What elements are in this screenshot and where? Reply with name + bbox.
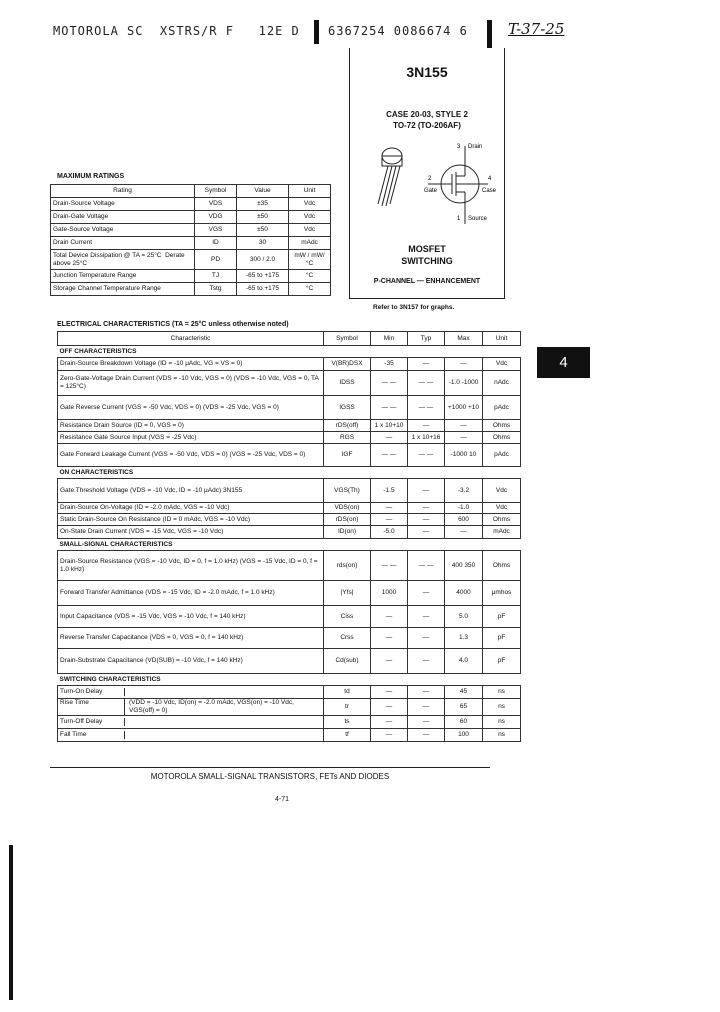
table-cell: Ohms bbox=[483, 432, 521, 444]
header-bar bbox=[487, 20, 492, 48]
table-cell: V(BR)DSX bbox=[324, 358, 371, 371]
table-cell: OFF CHARACTERISTICS bbox=[59, 347, 137, 355]
table-cell: — bbox=[371, 514, 408, 526]
table-cell: Symbol bbox=[324, 332, 371, 346]
refer-note: Refer to 3N157 for graphs. bbox=[373, 304, 455, 311]
table-cell: -1.5 bbox=[371, 479, 408, 503]
table-cell: — bbox=[408, 503, 445, 514]
table-cell: IDSS bbox=[324, 371, 371, 396]
table-cell: Drain-Source On-Voltage (ID = -2.0 mAdc, VGS = -10 Vdc) bbox=[58, 503, 324, 514]
switching-label: Rise Time bbox=[58, 699, 125, 715]
table-cell: — bbox=[408, 526, 445, 539]
table-row bbox=[58, 649, 521, 674]
switching-name-cell bbox=[58, 716, 324, 729]
table-cell: ns bbox=[483, 716, 521, 729]
table-cell: SMALL-SIGNAL CHARACTERISTICS bbox=[59, 540, 173, 548]
table-cell: 600 bbox=[445, 514, 483, 526]
table-cell: +1000 +10 bbox=[445, 396, 483, 420]
table-cell: Vdc bbox=[483, 479, 521, 503]
table-row bbox=[58, 686, 521, 699]
type-mosfet: MOSFET bbox=[408, 244, 446, 254]
table-row bbox=[58, 716, 521, 729]
table-row bbox=[58, 606, 521, 628]
table-cell: ts bbox=[324, 716, 371, 729]
handwritten-code: T-37-25 bbox=[508, 20, 565, 38]
table-cell: -1.0 -1000 bbox=[445, 371, 483, 396]
table-cell: -1.0 bbox=[445, 503, 483, 514]
table-cell: 1000 bbox=[371, 581, 408, 606]
table-cell: μmhos bbox=[483, 581, 521, 606]
mosfet-diagram bbox=[360, 136, 500, 231]
table-header bbox=[51, 185, 331, 198]
table-cell: — bbox=[408, 479, 445, 503]
table-row bbox=[58, 729, 521, 742]
case-label: CASE 20-03, STYLE 2 bbox=[386, 110, 468, 119]
table-cell: ID bbox=[195, 237, 237, 250]
gate-label: Gate bbox=[424, 188, 438, 194]
table-cell: VGS bbox=[195, 224, 237, 237]
table-cell: Resistance Drain Source (ID = 0, VGS = 0) bbox=[58, 420, 324, 432]
table-row bbox=[58, 420, 521, 432]
table-row bbox=[58, 358, 521, 371]
section-label bbox=[58, 674, 521, 686]
table-cell: |Yfs| bbox=[324, 581, 371, 606]
table-cell: Gate Threshold Voltage (VDS = -10 Vdc, ID = -10 μAdc) 3N155 bbox=[58, 479, 324, 503]
section-label bbox=[58, 346, 521, 358]
case-pin-label: Case bbox=[482, 188, 497, 194]
table-cell: Drain-Gate Voltage bbox=[51, 211, 195, 224]
table-cell: 100 bbox=[445, 729, 483, 742]
table-cell: -65 to +175 bbox=[237, 283, 289, 296]
table-cell: Reverse Transfer Capacitance (VDS = 0, VGS = 0, f = 140 kHz) bbox=[58, 628, 324, 649]
electrical-table bbox=[57, 331, 521, 742]
table-cell: — — bbox=[408, 444, 445, 467]
switching-label: Turn-On Delay bbox=[58, 688, 125, 696]
table-cell: Storage Channel Temperature Range bbox=[51, 283, 195, 296]
table-cell: Min bbox=[371, 332, 408, 346]
header-left: MOTOROLA SC XSTRS/R F 12E D bbox=[53, 24, 300, 38]
table-cell: pF bbox=[483, 649, 521, 674]
table-cell: — bbox=[445, 358, 483, 371]
table-cell: Unit bbox=[483, 332, 521, 346]
table-cell: Vdc bbox=[483, 503, 521, 514]
table-cell: 400 350 bbox=[445, 551, 483, 581]
table-cell: -3.2 bbox=[445, 479, 483, 503]
table-cell: Vdc bbox=[289, 198, 331, 211]
table-cell: Cd(sub) bbox=[324, 649, 371, 674]
table-cell: Ohms bbox=[483, 420, 521, 432]
table-row bbox=[58, 503, 521, 514]
to72-package-icon bbox=[378, 148, 402, 206]
scan-edge-mark bbox=[9, 845, 13, 1000]
table-cell: td bbox=[324, 686, 371, 699]
table-cell: — bbox=[408, 686, 445, 699]
table-cell: — — bbox=[408, 551, 445, 581]
table-cell: Ohms bbox=[483, 551, 521, 581]
table-cell: — bbox=[371, 606, 408, 628]
pin3-label: 3 bbox=[457, 144, 461, 150]
table-cell: TJ bbox=[195, 270, 237, 283]
table-cell: tf bbox=[324, 729, 371, 742]
table-cell: Input Capacitance (VDS = -15 Vdc, VGS = -10 Vdc, f = 140 kHz) bbox=[58, 606, 324, 628]
type-switching: SWITCHING bbox=[401, 256, 453, 266]
table-cell: ±35 bbox=[237, 198, 289, 211]
switching-name-cell bbox=[58, 686, 324, 699]
table-cell: — bbox=[408, 649, 445, 674]
table-cell: — bbox=[371, 686, 408, 699]
table-row bbox=[58, 581, 521, 606]
table-cell: Drain-Source Resistance (VGS = -10 Vdc, ID = 0, f = 1.0 kHz) (VGS = -15 Vdc, ID = 0, f = 1.0 kHz) bbox=[58, 551, 324, 581]
page-number: 4-71 bbox=[274, 796, 289, 803]
table-cell: rds(on) bbox=[324, 551, 371, 581]
table-cell: 1.3 bbox=[445, 628, 483, 649]
pin4-label: 4 bbox=[488, 176, 492, 182]
table-cell: Total Device Dissipation @ TA = 25°C Derate above 25°C bbox=[51, 250, 195, 270]
table-cell: — bbox=[371, 716, 408, 729]
table-row bbox=[51, 283, 331, 296]
drain-label: Drain bbox=[468, 144, 483, 150]
table-cell: VDS(on) bbox=[324, 503, 371, 514]
table-cell: Max bbox=[445, 332, 483, 346]
table-row bbox=[51, 250, 331, 270]
table-cell: VGS(Th) bbox=[324, 479, 371, 503]
table-row bbox=[58, 514, 521, 526]
table-cell: Drain Current bbox=[51, 237, 195, 250]
max-ratings-table bbox=[50, 184, 331, 296]
pin1-label: 1 bbox=[457, 216, 461, 222]
table-cell: — bbox=[408, 628, 445, 649]
table-cell: VDG bbox=[195, 211, 237, 224]
table-cell: °C bbox=[289, 270, 331, 283]
header-bar bbox=[314, 20, 319, 44]
table-cell: Drain-Source Breakdown Voltage (ID = -10 μAdc, VG = VS = 0) bbox=[58, 358, 324, 371]
table-cell: Ciss bbox=[324, 606, 371, 628]
mosfet-symbol-icon bbox=[428, 146, 488, 224]
table-cell: -1000 10 bbox=[445, 444, 483, 467]
table-row bbox=[58, 371, 521, 396]
table-row bbox=[58, 526, 521, 539]
table-cell: Crss bbox=[324, 628, 371, 649]
table-cell: ns bbox=[483, 686, 521, 699]
table-cell: Static Drain-Source On Resistance (ID = 0 mAdc, VGS = -10 Vdc) bbox=[58, 514, 324, 526]
electrical-title: ELECTRICAL CHARACTERISTICS (TA = 25°C unless otherwise noted) bbox=[57, 321, 289, 328]
table-cell: Vdc bbox=[483, 358, 521, 371]
table-cell: Vdc bbox=[289, 211, 331, 224]
table-cell: pF bbox=[483, 606, 521, 628]
table-cell: — — bbox=[408, 371, 445, 396]
table-cell: pAdc bbox=[483, 396, 521, 420]
table-cell: ns bbox=[483, 729, 521, 742]
table-cell: -5.0 bbox=[371, 526, 408, 539]
table-cell: — bbox=[408, 581, 445, 606]
table-cell: -65 to +175 bbox=[237, 270, 289, 283]
table-cell: — — bbox=[371, 371, 408, 396]
table-cell: — bbox=[371, 699, 408, 716]
table-cell: mAdc bbox=[289, 237, 331, 250]
table-cell: nAdc bbox=[483, 371, 521, 396]
section-tab: 4 bbox=[537, 347, 590, 378]
table-cell: Gate Reverse Current (VGS = -50 Vdc, VDS = 0) (VDS = -25 Vdc, VGS = 0) bbox=[58, 396, 324, 420]
table-cell: Characteristic bbox=[58, 332, 324, 346]
table-row bbox=[51, 211, 331, 224]
table-cell: rDS(off) bbox=[324, 420, 371, 432]
table-cell: — — bbox=[371, 551, 408, 581]
table-cell: Tstg bbox=[195, 283, 237, 296]
table-cell: — bbox=[371, 432, 408, 444]
table-cell: ±50 bbox=[237, 224, 289, 237]
table-cell: Gate-Source Voltage bbox=[51, 224, 195, 237]
table-cell: rDS(on) bbox=[324, 514, 371, 526]
table-cell: Drain-Substrate Capacitance (VD(SUB) = -10 Vdc, f = 140 kHz) bbox=[58, 649, 324, 674]
table-cell: RGS bbox=[324, 432, 371, 444]
table-cell: — bbox=[408, 420, 445, 432]
table-cell: 300 / 2.0 bbox=[237, 250, 289, 270]
table-row bbox=[58, 432, 521, 444]
table-cell: 5.0 bbox=[445, 606, 483, 628]
table-cell: — bbox=[371, 503, 408, 514]
table-cell: IGF bbox=[324, 444, 371, 467]
table-cell: — bbox=[371, 628, 408, 649]
switching-name-cell bbox=[58, 699, 324, 716]
section-label bbox=[58, 539, 521, 551]
table-row bbox=[58, 699, 521, 716]
table-cell: ns bbox=[483, 699, 521, 716]
table-cell: Vdc bbox=[289, 224, 331, 237]
part-number: 3N155 bbox=[406, 64, 448, 80]
table-cell: — bbox=[371, 649, 408, 674]
table-cell: 45 bbox=[445, 686, 483, 699]
table-row bbox=[51, 224, 331, 237]
max-ratings-title: MAXIMUM RATINGS bbox=[57, 173, 125, 180]
table-header bbox=[58, 332, 521, 346]
table-row bbox=[58, 444, 521, 467]
pin2-label: 2 bbox=[428, 176, 432, 182]
table-cell: Symbol bbox=[195, 185, 237, 198]
table-cell: mAdc bbox=[483, 526, 521, 539]
header-codes: 6367254 0086674 6 bbox=[328, 24, 468, 38]
table-cell: Unit bbox=[289, 185, 331, 198]
table-cell: Gate Forward Leakage Current (VGS = -50 Vdc, VDS = 0) (VGS = -25 Vdc, VDS = 0) bbox=[58, 444, 324, 467]
table-cell: 65 bbox=[445, 699, 483, 716]
channel-label: P-CHANNEL — ENHANCEMENT bbox=[373, 278, 481, 285]
table-cell: 60 bbox=[445, 716, 483, 729]
table-cell: mW / mW/°C bbox=[289, 250, 331, 270]
table-cell: VDS bbox=[195, 198, 237, 211]
table-cell: Typ bbox=[408, 332, 445, 346]
table-cell: On-State Drain Current (VDS = -15 Vdc, VGS = -10 Vdc) bbox=[58, 526, 324, 539]
table-cell: 1 x 10+10 bbox=[371, 420, 408, 432]
table-cell: ON CHARACTERISTICS bbox=[59, 468, 134, 476]
table-cell: Ohms bbox=[483, 514, 521, 526]
table-cell: Forward Transfer Admittance (VDS = -15 Vdc, ID = -2.0 mAdc, f = 1.0 kHz) bbox=[58, 581, 324, 606]
table-cell: Drain-Source Voltage bbox=[51, 198, 195, 211]
table-cell: 1 x 10+16 bbox=[408, 432, 445, 444]
source-label: Source bbox=[468, 216, 488, 222]
table-cell: — — bbox=[371, 444, 408, 467]
table-cell: -35 bbox=[371, 358, 408, 371]
table-cell: pAdc bbox=[483, 444, 521, 467]
table-row bbox=[58, 479, 521, 503]
table-cell: — bbox=[408, 606, 445, 628]
table-cell: Resistance Gate Source Input (VGS = -25 Vdc) bbox=[58, 432, 324, 444]
table-cell: °C bbox=[289, 283, 331, 296]
table-cell: — bbox=[408, 716, 445, 729]
table-cell: tr bbox=[324, 699, 371, 716]
table-cell: SWITCHING CHARACTERISTICS bbox=[59, 675, 161, 683]
footer-title: MOTOROLA SMALL-SIGNAL TRANSISTORS, FETs AND DIODES bbox=[150, 772, 390, 781]
table-cell: Zero-Gate-Voltage Drain Current (VDS = -10 Vdc, VGS = 0) (VDS = -10 Vdc, VGS = 0, TA = 125°C) bbox=[58, 371, 324, 396]
table-cell: PD bbox=[195, 250, 237, 270]
table-cell: Value bbox=[237, 185, 289, 198]
table-cell: — bbox=[408, 699, 445, 716]
table-row bbox=[58, 396, 521, 420]
table-cell: Rating bbox=[51, 185, 195, 198]
table-row bbox=[51, 237, 331, 250]
table-row bbox=[58, 628, 521, 649]
table-cell: 4000 bbox=[445, 581, 483, 606]
table-cell: — bbox=[408, 514, 445, 526]
table-cell: — — bbox=[371, 396, 408, 420]
switching-label: Fall Time bbox=[58, 731, 125, 739]
table-cell: IGSS bbox=[324, 396, 371, 420]
footer-rule bbox=[50, 767, 490, 768]
table-cell: — — bbox=[408, 396, 445, 420]
table-cell: — bbox=[445, 526, 483, 539]
section-label bbox=[58, 467, 521, 479]
table-cell: 4.0 bbox=[445, 649, 483, 674]
table-row bbox=[51, 198, 331, 211]
table-cell: Junction Temperature Range bbox=[51, 270, 195, 283]
table-cell: pF bbox=[483, 628, 521, 649]
table-row bbox=[58, 551, 521, 581]
table-cell: — bbox=[445, 432, 483, 444]
table-cell: ±50 bbox=[237, 211, 289, 224]
table-cell: — bbox=[445, 420, 483, 432]
switching-name-cell bbox=[58, 729, 324, 742]
table-cell: — bbox=[408, 358, 445, 371]
table-row bbox=[51, 270, 331, 283]
table-cell: 30 bbox=[237, 237, 289, 250]
device-box bbox=[349, 48, 505, 299]
table-cell: — bbox=[408, 729, 445, 742]
table-cell: — bbox=[371, 729, 408, 742]
switching-condition: (VDD = -10 Vdc, ID(on) = -2.0 mAdc, VGS(on) = -10 Vdc, VGS(off) = 0) bbox=[129, 699, 294, 714]
package-label: TO-72 (TO-206AF) bbox=[393, 121, 461, 130]
switching-label: Turn-Off Delay bbox=[58, 718, 125, 726]
table-cell: ID(on) bbox=[324, 526, 371, 539]
